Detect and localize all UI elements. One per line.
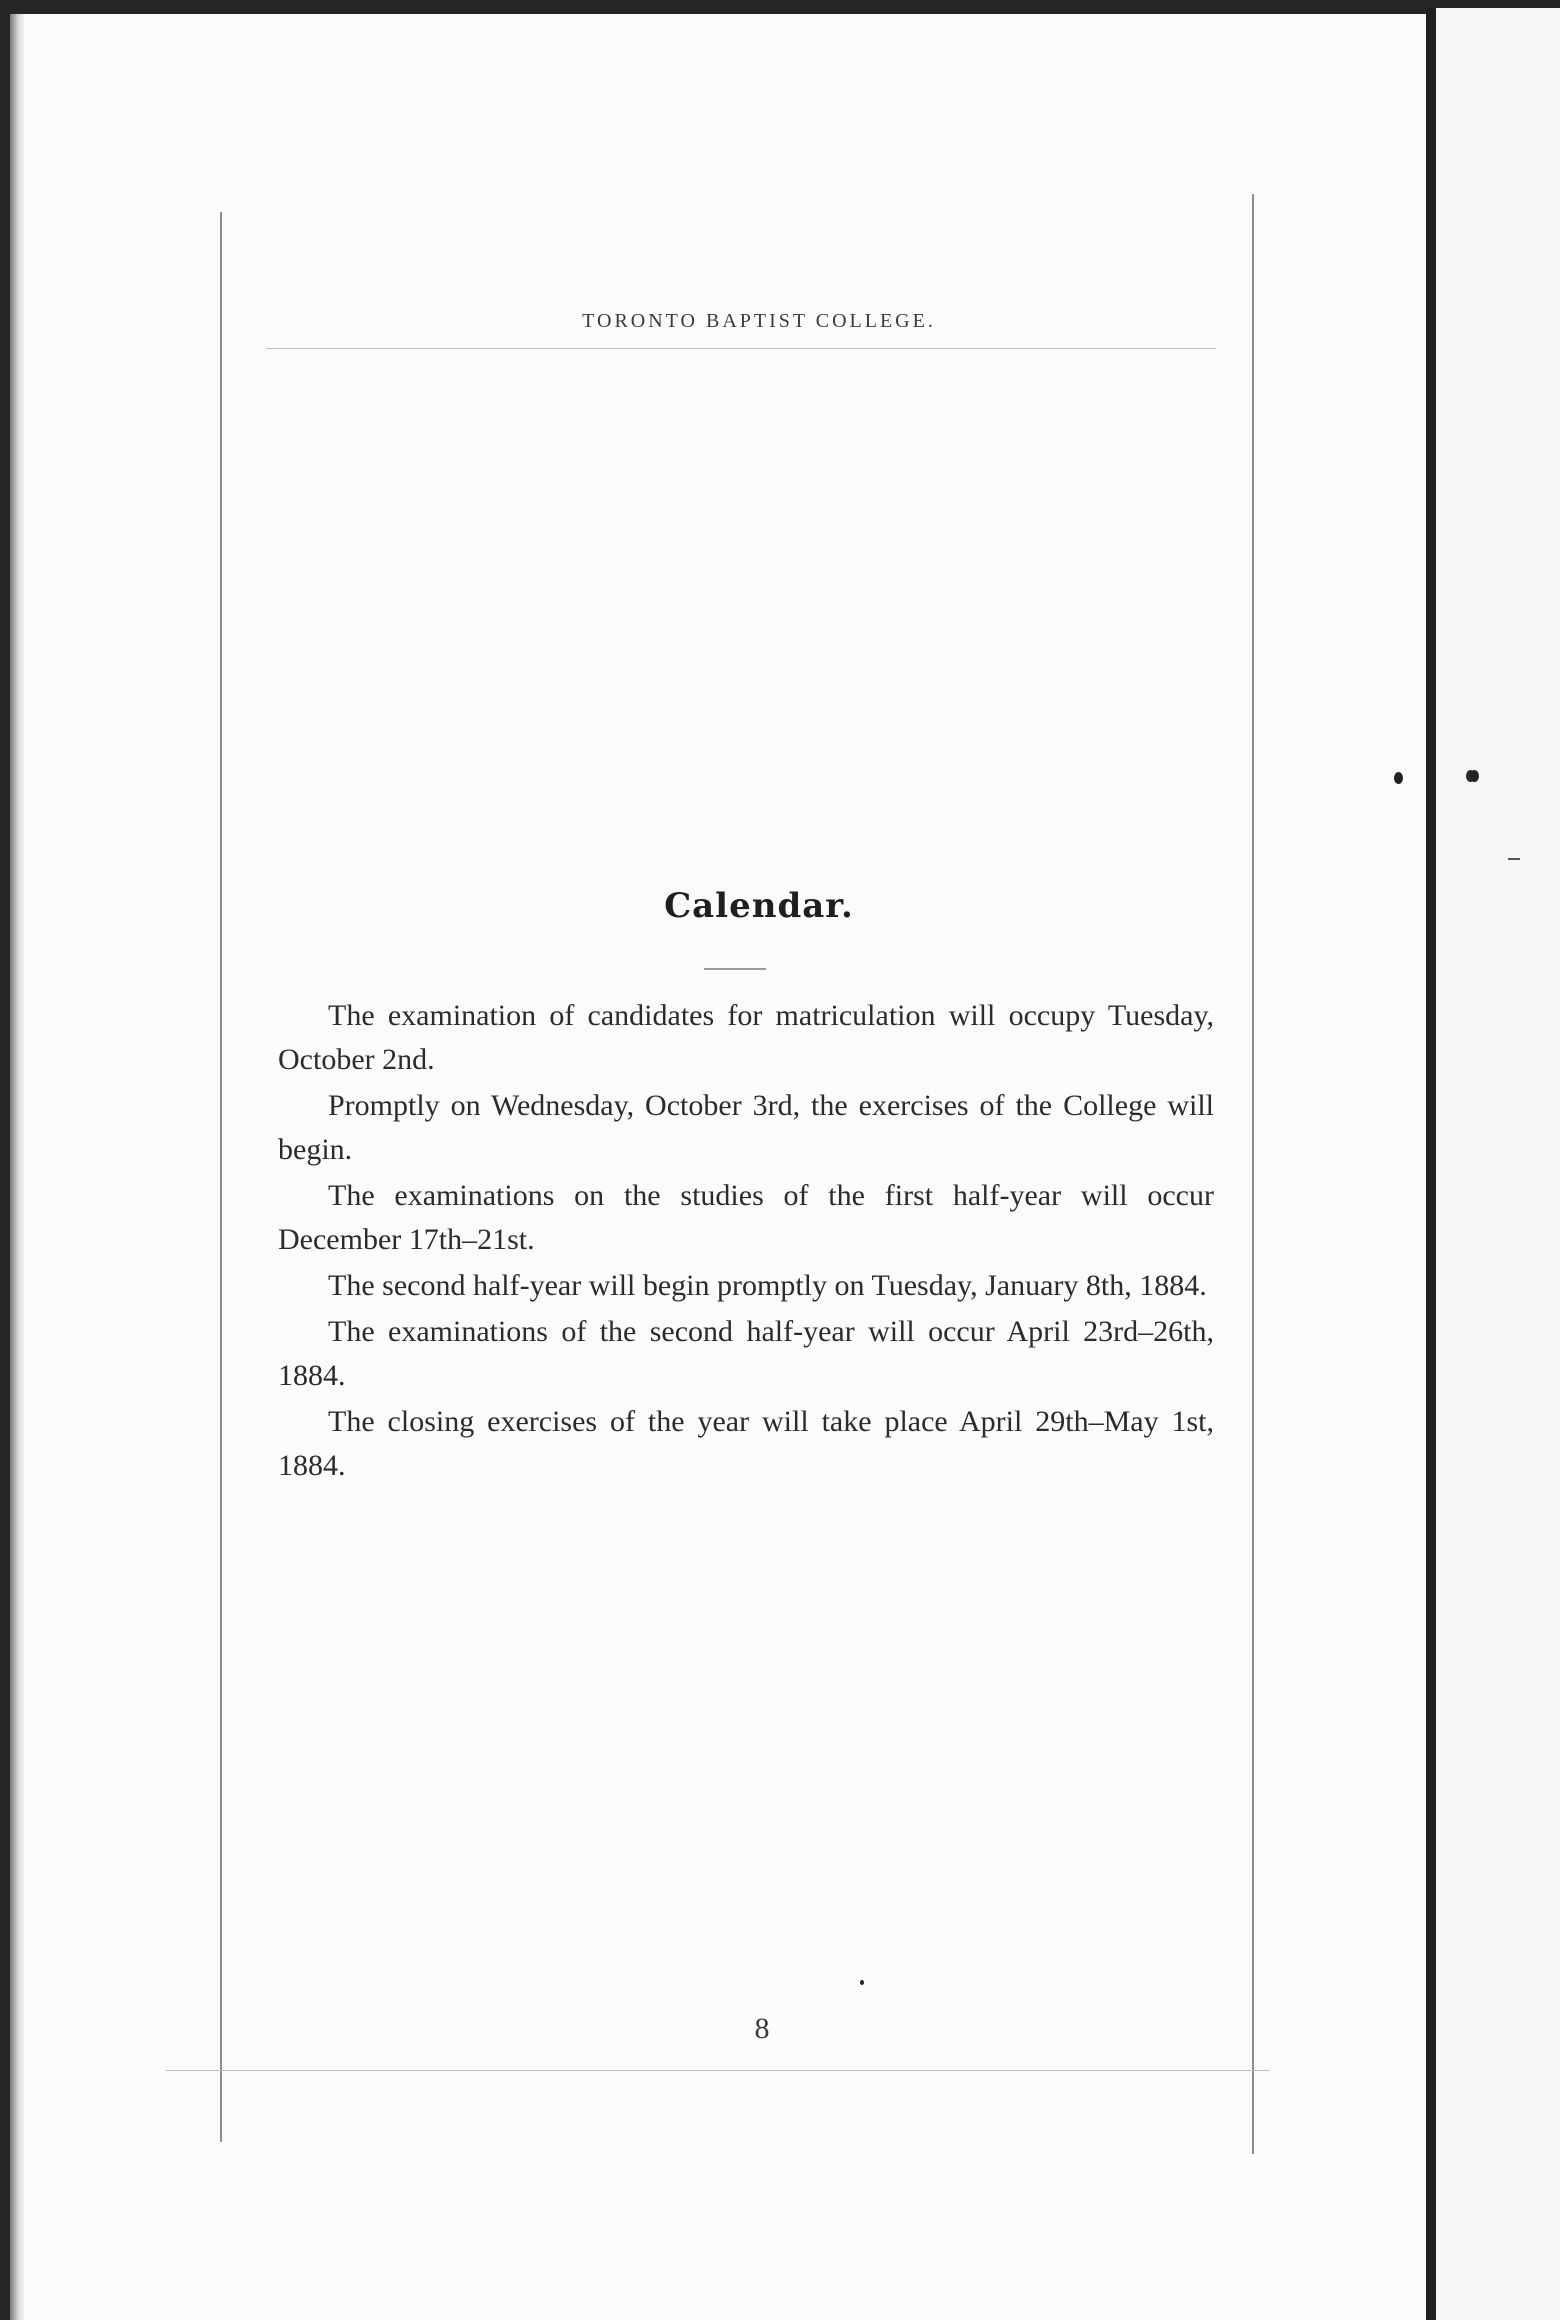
page-title: Calendar. (664, 886, 854, 926)
adjacent-page-edge (1436, 8, 1560, 2320)
header-rule (266, 348, 1216, 349)
ink-dash (1508, 858, 1520, 860)
ink-speck (860, 1980, 864, 1985)
calendar-paragraph: The closing exercises of the year will take place April 29th–May 1st, 1884. (278, 1405, 1214, 1482)
running-head: TORONTO BAPTIST COLLEGE. (582, 310, 936, 332)
ink-mark (1394, 772, 1403, 784)
calendar-paragraph: The examination of candidates for matriculation will occupy Tuesday, October 2nd. (278, 999, 1214, 1076)
page-number: 8 (754, 2012, 770, 2045)
title-underline (704, 968, 766, 970)
calendar-paragraph: The examinations on the studies of the first half-year will occur December 17th–21st. (278, 1179, 1214, 1256)
page-edge-shadow (10, 14, 24, 2320)
binding-gutter (1426, 8, 1436, 2320)
footer-rule (166, 2070, 1270, 2071)
calendar-text (278, 994, 1214, 1490)
ink-mark (1470, 770, 1479, 782)
calendar-paragraph: The second half-year will begin promptly on Tuesday, January 8th, 1884. (328, 1269, 1207, 1302)
calendar-paragraph: Promptly on Wednesday, October 3rd, the exercises of the College will begin. (278, 1089, 1214, 1166)
calendar-paragraph: The examinations of the second half-year will occur April 23rd–26th, 1884. (278, 1315, 1214, 1392)
frame-rule-left (220, 212, 222, 2142)
frame-rule-right (1252, 194, 1254, 2154)
book-page (10, 14, 1426, 2320)
